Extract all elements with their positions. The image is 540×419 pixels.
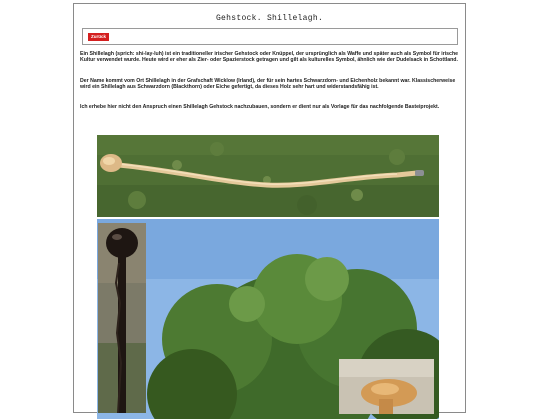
back-button[interactable]: Zurück: [88, 33, 109, 41]
navigation-bar: [82, 28, 458, 45]
intro-paragraph: Ein Shillelagh (sprich: shi-lay-luh) ist ein traditioneller irischer Gehstock oder Knüppel, der ursprünglich als Waffe und später auch als Symbol für irische Kultur verwendet wurde. Heute wird er eher als Zier- oder Spazierstock getragen und gilt als kulturelles Symbol, ähnlich wie der Dudelsack in Schottland.: [80, 51, 458, 64]
wooden-handle-photo: [339, 359, 434, 414]
disclaimer-paragraph: Ich erhebe hier nicht den Anspruch einen Shillelagh Gehstock nachzubauen, sondern er dient nur als Vorlage für das nachfolgende Basteiprojekt.: [80, 104, 440, 110]
content-page: [73, 3, 466, 413]
page-title: Gehstock. Shillelagh.: [215, 14, 324, 23]
stick-on-grass-photo: [97, 135, 439, 217]
origin-paragraph: Der Name kommt vom Ort Shillelagh in der Grafschaft Wicklow (Irland), der für sein hartes Schwarzdorn- und Eichenholz bekannt war. Klassischerweise wird ein Shillelagh aus Schwarzdorn (Blackthorn) oder Eiche gefertigt, da dieses Holz sehr hart und widerstandsfähig ist.: [80, 78, 456, 91]
blackthorn-stick-photo: [98, 223, 146, 413]
